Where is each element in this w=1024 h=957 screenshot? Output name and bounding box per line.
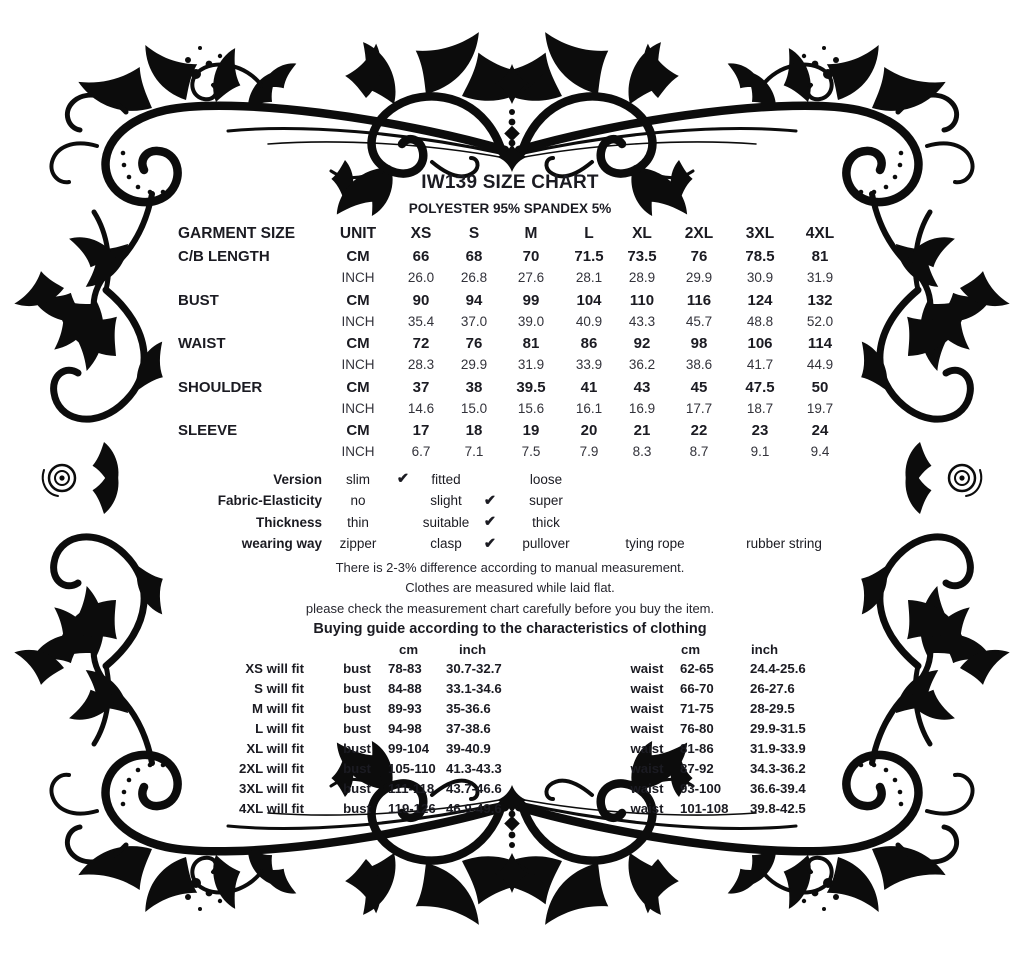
value: 17.7 <box>685 400 713 416</box>
value: 29.9 <box>685 270 713 285</box>
size-fit-label: 3XL will fit <box>239 780 304 796</box>
value: 24 <box>811 422 829 440</box>
waist-inch-range: 29.9-31.5 <box>750 721 806 736</box>
value: 31.9 <box>806 270 834 285</box>
value: 9.1 <box>750 444 770 459</box>
attr-label: wearing way <box>241 536 322 552</box>
value: 90 <box>412 291 430 309</box>
value: 38 <box>465 378 483 396</box>
attr-option: clasp <box>430 536 462 552</box>
waist-label: waist <box>630 681 664 697</box>
value: 76 <box>465 335 483 353</box>
attr-option: slim <box>346 471 370 487</box>
value: 124 <box>747 291 773 309</box>
guide-row-xs <box>170 659 850 679</box>
value: 40.9 <box>575 313 603 329</box>
bust-inch-range: 46.9-49.6 <box>446 800 502 816</box>
value: 17 <box>412 422 430 440</box>
bust-label: bust <box>343 780 371 796</box>
attr-option: loose <box>529 471 563 487</box>
value: 15.6 <box>517 400 545 416</box>
col-header-s: S <box>468 224 480 242</box>
attr-option: fitted <box>431 471 461 487</box>
waist-inch-range: 31.9-33.9 <box>750 740 806 756</box>
value: 44.9 <box>806 357 834 372</box>
value: 19 <box>522 422 540 440</box>
value: 66 <box>412 248 430 266</box>
value: 81 <box>522 335 540 353</box>
value: 36.2 <box>628 357 656 372</box>
value: 37.0 <box>460 313 488 329</box>
value: 48.8 <box>746 313 774 329</box>
value: 52.0 <box>806 313 834 329</box>
table-row-bust-cm <box>170 290 850 312</box>
size-fit-label: 2XL will fit <box>239 760 304 776</box>
waist-label: waist <box>630 661 664 677</box>
waist-label: waist <box>630 780 664 796</box>
value: 39.5 <box>516 378 546 396</box>
value: 15.0 <box>460 400 488 416</box>
waist-cm-range: 62-65 <box>680 661 714 677</box>
row-label: WAIST <box>178 335 226 353</box>
bust-cm-range: 89-93 <box>388 701 422 717</box>
guide-row-2xl <box>170 758 850 778</box>
value: 104 <box>576 291 602 309</box>
attr-option: rubber string <box>746 536 822 552</box>
bust-inch-range: 35-36.6 <box>446 701 491 717</box>
table-row-cb-length-inch <box>170 268 850 288</box>
bust-label: bust <box>343 661 371 677</box>
size-table-header-row <box>170 223 850 244</box>
value: 106 <box>747 335 773 353</box>
value: 45 <box>690 378 708 396</box>
value: 94 <box>465 291 483 309</box>
bust-cm-range: 94-98 <box>388 721 422 736</box>
check-icon: ✔ <box>483 492 497 509</box>
value: 76 <box>690 248 708 266</box>
bust-cm-range: 78-83 <box>388 661 422 677</box>
bust-cm-range: 119-126 <box>388 800 436 816</box>
row-label: C/B LENGTH <box>178 248 270 266</box>
value: 45.7 <box>685 313 713 329</box>
bust-label: bust <box>343 681 371 697</box>
attr-label: Thickness <box>255 514 322 530</box>
bust-cm-range: 84-88 <box>388 681 422 697</box>
waist-cm-range: 76-80 <box>680 721 714 736</box>
bust-inch-range: 37-38.6 <box>446 721 491 736</box>
value: 30.9 <box>746 270 774 285</box>
unit-label: CM <box>346 378 370 396</box>
table-row-waist-cm <box>170 333 850 355</box>
check-icon: ✔ <box>396 471 410 488</box>
value: 35.4 <box>407 313 435 329</box>
attr-option: thick <box>532 514 560 530</box>
value: 86 <box>580 335 598 353</box>
value: 8.7 <box>689 444 709 459</box>
value: 39.0 <box>517 313 545 329</box>
guide-row-3xl <box>170 778 850 798</box>
attr-option: slight <box>430 493 462 509</box>
value: 41 <box>580 378 598 396</box>
unit-label: INCH <box>341 444 375 459</box>
value: 8.3 <box>632 444 652 459</box>
value: 9.4 <box>810 444 830 459</box>
value: 73.5 <box>627 248 657 266</box>
row-label: SLEEVE <box>178 422 238 440</box>
attr-label: Version <box>273 471 322 487</box>
waist-inch-range: 28-29.5 <box>750 701 795 717</box>
waist-inch-range: 34.3-36.2 <box>750 760 806 776</box>
check-icon: ✔ <box>483 514 497 531</box>
value: 114 <box>807 335 833 353</box>
guide-row-4xl <box>170 798 850 818</box>
col-header-m: M <box>524 224 538 242</box>
value: 43 <box>633 378 651 396</box>
size-fit-label: S will fit <box>254 681 304 697</box>
note-line: please check the measurement chart carefully before you buy the item. <box>305 601 715 617</box>
waist-cm-range: 87-92 <box>680 760 714 776</box>
col-header-4xl: 4XL <box>805 224 835 242</box>
size-chart-content <box>170 172 850 818</box>
value: 7.1 <box>464 444 484 459</box>
attr-label: Fabric-Elasticity <box>217 493 322 509</box>
waist-label: waist <box>630 740 664 756</box>
col-header-3xl: 3XL <box>745 224 775 242</box>
unit-label: INCH <box>341 400 375 416</box>
unit-header-inch: inch <box>751 642 779 658</box>
value: 7.5 <box>521 444 541 459</box>
table-row-waist-inch <box>170 355 850 375</box>
guide-row-l <box>170 719 850 739</box>
attr-row-fabric-elasticity <box>170 490 850 512</box>
bust-inch-range: 30.7-32.7 <box>446 661 502 677</box>
bust-inch-range: 39-40.9 <box>446 740 491 756</box>
value: 116 <box>686 291 712 309</box>
value: 26.0 <box>407 270 435 285</box>
note-line: Clothes are measured while laid flat. <box>405 580 615 596</box>
waist-inch-range: 39.8-42.5 <box>750 800 806 816</box>
value: 14.6 <box>407 400 435 416</box>
value: 132 <box>807 291 833 309</box>
value: 99 <box>522 291 540 309</box>
value: 28.3 <box>407 357 435 372</box>
value: 28.1 <box>575 270 603 285</box>
row-label: SHOULDER <box>178 378 263 396</box>
table-row-bust-inch <box>170 311 850 331</box>
value: 18 <box>465 422 483 440</box>
unit-label: CM <box>346 335 370 353</box>
value: 29.9 <box>460 357 488 372</box>
bust-inch-range: 43.7-46.6 <box>446 780 502 796</box>
waist-label: waist <box>630 800 664 816</box>
unit-label: CM <box>346 291 370 309</box>
bust-label: bust <box>343 721 371 736</box>
col-header-unit: UNIT <box>339 224 377 242</box>
check-icon: ✔ <box>483 535 497 552</box>
attr-option: no <box>350 493 366 509</box>
value: 18.7 <box>746 400 774 416</box>
size-fit-label: XS will fit <box>245 661 304 677</box>
buying-guide-heading: Buying guide according to the characteristics of clothing <box>313 620 707 637</box>
size-fit-label: M will fit <box>251 701 304 717</box>
table-row-shoulder-inch <box>170 398 850 418</box>
value: 81 <box>811 248 829 266</box>
size-measurement-table <box>170 223 850 462</box>
attr-row-version <box>170 469 850 491</box>
bust-cm-range: 99-104 <box>388 740 430 756</box>
unit-label: CM <box>346 422 370 440</box>
value: 70 <box>522 248 540 266</box>
value: 98 <box>690 335 708 353</box>
bust-cm-range: 111-118 <box>388 780 435 796</box>
value: 78.5 <box>745 248 775 266</box>
bust-label: bust <box>343 800 371 816</box>
value: 6.7 <box>411 444 431 459</box>
value: 110 <box>629 291 655 309</box>
waist-inch-range: 24.4-25.6 <box>750 661 806 677</box>
value: 22 <box>690 422 708 440</box>
waist-label: waist <box>630 760 664 776</box>
measurement-notes <box>170 558 850 620</box>
value: 92 <box>633 335 651 353</box>
waist-label: waist <box>630 721 664 736</box>
unit-label: CM <box>346 248 370 266</box>
buying-guide-table <box>170 641 850 818</box>
col-header-2xl: 2XL <box>684 224 714 242</box>
table-row-sleeve-inch <box>170 442 850 462</box>
col-header-xl: XL <box>632 224 652 242</box>
col-header-l: L <box>584 224 594 242</box>
unit-label: INCH <box>341 270 375 285</box>
bust-cm-range: 105-110 <box>388 760 436 776</box>
size-fit-label: L will fit <box>255 721 304 736</box>
col-header-garment-size: GARMENT SIZE <box>178 224 296 242</box>
value: 16.1 <box>575 400 603 416</box>
value: 50 <box>811 378 829 396</box>
table-row-shoulder-cm <box>170 377 850 399</box>
bust-inch-range: 33.1-34.6 <box>446 681 502 697</box>
table-row-cb-length-cm <box>170 246 850 268</box>
value: 19.7 <box>806 400 834 416</box>
attr-option: pullover <box>522 536 570 552</box>
value: 31.9 <box>517 357 545 372</box>
waist-cm-range: 66-70 <box>680 681 714 697</box>
bust-label: bust <box>343 760 371 776</box>
note-line: There is 2-3% difference according to manual measurement. <box>335 559 685 575</box>
unit-label: INCH <box>341 313 375 329</box>
attr-option: tying rope <box>625 536 685 552</box>
attr-row-thickness <box>170 512 850 534</box>
waist-cm-range: 93-100 <box>680 780 722 796</box>
guide-row-s <box>170 679 850 699</box>
value: 26.8 <box>460 270 488 285</box>
bust-label: bust <box>343 740 371 756</box>
size-fit-label: 4XL will fit <box>239 800 304 816</box>
value: 27.6 <box>517 270 545 285</box>
value: 21 <box>633 422 651 440</box>
value: 72 <box>412 335 430 353</box>
page-title: IW139 SIZE CHART <box>421 172 599 193</box>
buying-guide-header-row <box>170 641 850 659</box>
attr-option: super <box>529 493 563 509</box>
value: 7.9 <box>579 444 599 459</box>
attr-row-wearing-way <box>170 533 850 555</box>
value: 23 <box>751 422 769 440</box>
value: 38.6 <box>685 357 713 372</box>
guide-row-m <box>170 699 850 719</box>
unit-header-inch: inch <box>459 642 487 658</box>
value: 47.5 <box>745 378 775 396</box>
garment-attributes <box>170 469 850 555</box>
value: 33.9 <box>575 357 603 372</box>
table-row-sleeve-cm <box>170 420 850 442</box>
guide-row-xl <box>170 738 850 758</box>
value: 43.3 <box>628 313 656 329</box>
value: 28.9 <box>628 270 656 285</box>
waist-cm-range: 101-108 <box>680 800 729 816</box>
col-header-xs: XS <box>410 224 432 242</box>
unit-label: INCH <box>341 357 375 372</box>
value: 37 <box>412 378 430 396</box>
attr-option: zipper <box>339 536 377 552</box>
attr-option: suitable <box>422 514 470 530</box>
attr-option: thin <box>347 514 369 530</box>
waist-cm-range: 81-86 <box>680 740 714 756</box>
value: 71.5 <box>574 248 604 266</box>
value: 41.7 <box>746 357 774 372</box>
waist-inch-range: 26-27.6 <box>750 681 795 697</box>
unit-header-cm: cm <box>681 642 701 658</box>
waist-inch-range: 36.6-39.4 <box>750 780 806 796</box>
value: 16.9 <box>628 400 656 416</box>
value: 20 <box>580 422 598 440</box>
bust-label: bust <box>343 701 371 717</box>
fabric-composition: POLYESTER 95% SPANDEX 5% <box>408 201 612 216</box>
waist-label: waist <box>630 701 664 717</box>
value: 68 <box>465 248 483 266</box>
bust-inch-range: 41.3-43.3 <box>446 760 502 776</box>
waist-cm-range: 71-75 <box>680 701 714 717</box>
unit-header-cm: cm <box>399 642 419 658</box>
row-label: BUST <box>178 291 219 309</box>
size-fit-label: XL will fit <box>246 740 304 756</box>
